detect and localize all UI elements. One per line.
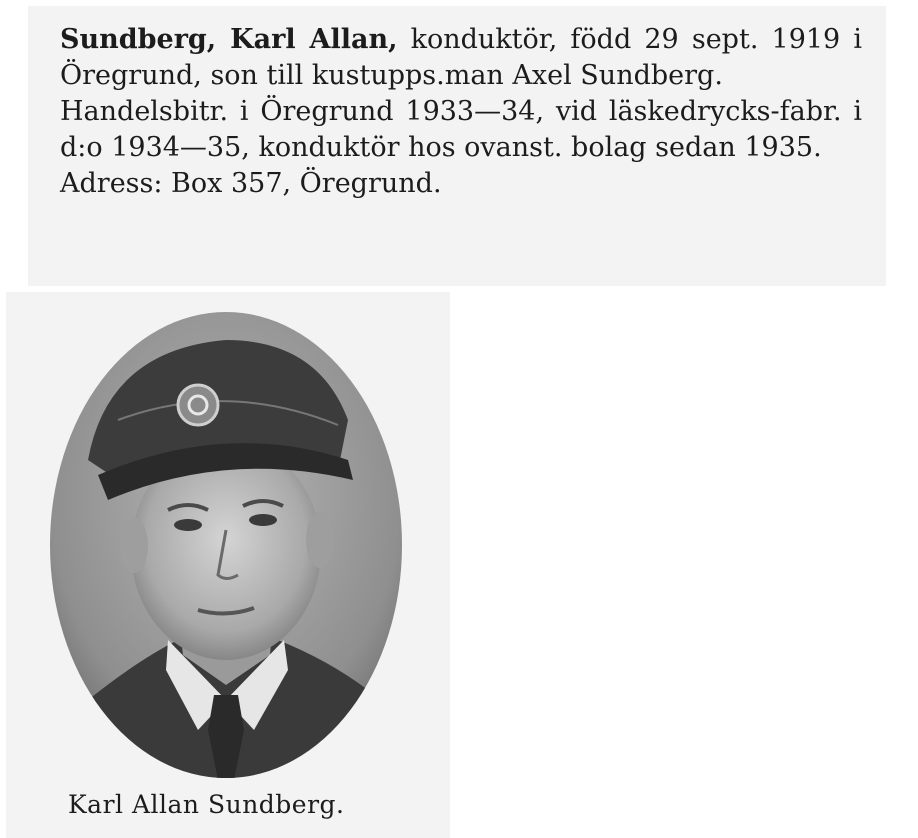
birth-info: konduktör, född 29 sept. 1919 i Öregrund, son till kustupps.man Axel Sundberg.: [60, 24, 862, 91]
entry-intro: [60, 22, 862, 94]
person-name: Sundberg, Karl Allan,: [60, 24, 398, 55]
biography-entry: [60, 22, 862, 202]
portrait-caption: Karl Allan Sundberg.: [68, 790, 345, 819]
career-info: Handelsbitr. i Öregrund 1933—34, vid läskedrycks-fabr. i d:o 1934—35, konduktör hos ovanst. bolag sedan 1935.: [60, 96, 862, 163]
address-info: Adress: Box 357, Öregrund.: [60, 168, 442, 199]
portrait-photo: [48, 310, 404, 780]
